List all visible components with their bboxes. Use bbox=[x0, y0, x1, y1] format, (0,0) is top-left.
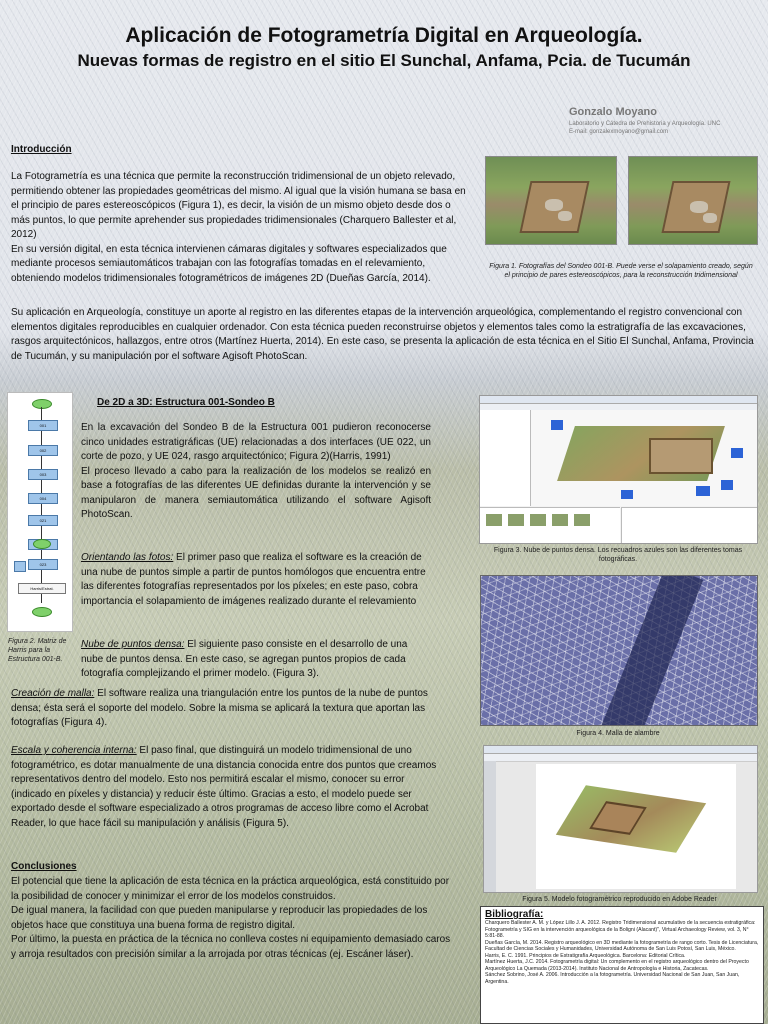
section-2-text bbox=[81, 421, 431, 523]
poster-subtitle: Nuevas formas de registro en el sitio El Sunchal, Anfama, Pcia. de Tucumán bbox=[77, 51, 691, 70]
rock bbox=[558, 211, 572, 221]
step-orientando-label: Orientando las fotos: bbox=[81, 552, 174, 563]
step-escala-label: Escala y coherencia interna: bbox=[11, 745, 137, 756]
rock bbox=[703, 213, 717, 223]
console-panel bbox=[621, 507, 758, 544]
step-escala-text: El paso final, que distinguirá un modelo tridimensional de uno fotogramétrico, es dotar manualmente de una distancia conocida entre dos puntos que creamos representativos dentro del modelo. Esto nos permitirá escalar el mismo, conocer su error (indicado en píxeles y distancia) y reducir éste último. Gracias a esto, el modelo puede ser exportado desde el software especializado a otros programas de acceso libre como el Acrobat Reader, lo que hace fácil su manipulación y análisis (Figura 5). bbox=[11, 745, 437, 829]
excavation-pit bbox=[649, 438, 713, 474]
camera-marker bbox=[621, 490, 633, 499]
figure-4-caption: Figura 4. Malla de alambre bbox=[576, 730, 660, 737]
harris-node: 004 bbox=[28, 493, 58, 504]
figure-3-software-screenshot bbox=[479, 395, 758, 544]
harris-node: Harris/Estrat. bbox=[18, 583, 66, 594]
model-viewport bbox=[531, 410, 757, 506]
harris-node: 023 bbox=[28, 559, 58, 570]
step-malla-text: El software realiza una triangulación entre los puntos de la nube de puntos densa; ésta será el soporte del modelo. Sobre la misma se aplicará la textura que aportan las fotografías (Figura 4). bbox=[11, 688, 428, 728]
figure-1-photo-right bbox=[628, 156, 758, 245]
photo-thumbnail bbox=[508, 514, 524, 526]
reader-page bbox=[536, 764, 736, 889]
harris-matrix-diagram bbox=[7, 392, 73, 632]
rock bbox=[545, 199, 563, 211]
conclusions-paragraph-1: El potencial que tiene la aplicación de esta técnica en la práctica arqueológica, está constituido por la posibilidad de conocer y minimizar el error de los modelos construidos. bbox=[11, 876, 450, 902]
conclusions-text bbox=[11, 875, 451, 962]
bibliography-entry: Harris, E. C. 1991. Principios de Estratigrafía Arqueológica. Barcelona: Editorial Crítica. bbox=[485, 952, 686, 959]
step-malla bbox=[11, 687, 443, 731]
reader-toolbar bbox=[484, 754, 757, 762]
author-name: Gonzalo Moyano bbox=[569, 106, 657, 118]
poster-title: Aplicación de Fotogrametría Digital en Arqueología. bbox=[125, 24, 643, 47]
figure-2-caption: Figura 2. Matriz de Harris para la Estructura 001-B. bbox=[8, 638, 67, 663]
harris-end-node bbox=[32, 607, 52, 617]
photo-thumbnail bbox=[552, 514, 568, 526]
harris-node: 001 bbox=[28, 420, 58, 431]
section-2-paragraph-2: El proceso llevado a cabo para la realización de los modelos se realizó en base a fotografías de las diferentes UE definidas durante la intervención y se manipularon de manera semiautomática utilizando el software Agisoft PhotoScan. bbox=[81, 465, 431, 520]
figure-3-caption: Figura 3. Nube de puntos densa. Los recuadros azules son las diferentes tomas fotográficas. bbox=[493, 547, 743, 563]
bibliography-entry: Charquero Ballester A. M. y López Lillo J. A. 2012. Registro Tridimensional acumulativo de la secuencia estratigráfica: Fotogrametría y SIG en la intervención arqueológica de la Boligni (Alacant)", Virtual Archaeology Review, vol. 3, N° 5:81-88. bbox=[485, 920, 756, 939]
bibliography-entry: Martínez Huerta, J.C. 2014. Fotogrametría digital: Un complemento en el registro arqueológico dentro del Proyecto Arqueológico La Quemada (2013-2014). Instituto Nacional de Antropología e Historia, Zacatecas. bbox=[485, 959, 749, 972]
intro-text bbox=[11, 170, 469, 286]
step-malla-label: Creación de malla: bbox=[11, 688, 95, 699]
author-email: E-mail: gonzalexmoyano@gmail.com bbox=[569, 129, 669, 135]
figure-5-reader-screenshot bbox=[483, 745, 758, 893]
camera-marker bbox=[731, 448, 743, 458]
intro-heading: Introducción bbox=[11, 144, 72, 155]
camera-marker bbox=[721, 480, 733, 490]
camera-marker bbox=[696, 486, 710, 496]
conclusions-paragraph-3: Por último, la puesta en práctica de la técnica no conlleva costes ni equipamiento demasiado caros y arroja resultados con precisión similar a la arrojada por otras técnicas (ej. Escáner láser). bbox=[11, 934, 451, 960]
section-2-paragraph-1: En la excavación del Sondeo B de la Estructura 001 pudieron reconocerse cinco unidades estratigráficas (UE) relacionadas a dos interfaces (UE 022, un corte de pozo, y UE 024, rasgo arquitectónico; Figura 2)(Harris, 1991) bbox=[81, 422, 431, 462]
figure-1-caption: Figura 1. Fotografías del Sondeo 001-B. Puede verse el solapamiento creado, según el principio de pares estereoscópicos, para la reconstrucción tridimensional bbox=[489, 263, 753, 279]
figure-1-photo-left bbox=[485, 156, 617, 245]
figure-4-wireframe-mesh bbox=[480, 575, 758, 726]
step-orientando bbox=[81, 551, 431, 609]
photo-thumbnail bbox=[574, 514, 590, 526]
workspace-panel bbox=[480, 410, 531, 506]
intro-paragraph-2: En su versión digital, en esta técnica intervienen cámaras digitales y softwares especializados que mediante procesos semiautomáticos trabajan con las fotografías tomadas en el relevamiento, obteniendo modelos tridimensionales fotogramétricos de imágenes 2D (Dueñas García, 2014). bbox=[11, 243, 447, 284]
figure-5-caption: Figura 5. Modelo fotogramétrico reproducido en Adobe Reader bbox=[522, 896, 717, 903]
bibliography-title: Bibliografía: bbox=[485, 909, 544, 920]
reader-title-bar bbox=[484, 746, 757, 754]
harris-node-side bbox=[14, 561, 26, 572]
conclusions-paragraph-2: De igual manera, la facilidad con que pueden manipularse y reproducir las propiedades de los objetos hace que constituya una buena forma de registro digital. bbox=[11, 905, 428, 931]
intro-paragraph-1: La Fotogrametría es una técnica que permite la reconstrucción tridimensional de un objeto relevado, permitiendo obtener las propiedades geométricas del mismo. Al igual que la visión humana se basa en el principio de pares estereoscópicos (Figura 1), es decir, la visión de un mismo objeto desde dos o más puntos, lo que permite aprehender sus propiedades tridimensionales (Charquero Ballester et al, 2012) bbox=[11, 171, 466, 240]
step-nube-densa-label: Nube de puntos densa: bbox=[81, 639, 185, 650]
step-escala bbox=[11, 744, 443, 831]
intro-paragraph-3: Su aplicación en Arqueología, constituye un aporte al registro en las diferentes etapas de la intervención arqueológica, complementando el registro convencional con elementos digitales reproducibles en cualquier ordenador. Con esta técnica pueden reconstruirse objetos y elementos tales como la estratigrafía de las excavaciones, rasgos arquitectónicos, hallazgos, entre otros (Martínez Huerta, 2014). En este caso, se presenta la aplicación de esta técnica en el Sitio El Sunchal, Anfama, Provincia de Tucumán, y su manipulación por el software Agisoft PhotoScan. bbox=[11, 307, 754, 362]
harris-connector bbox=[41, 407, 42, 603]
bibliography-entry: Sánchez Sobrino, José A. 2006. Introducción a la fotogrametría. Universidad Nacional de San Juan, San Juan, Argentina. bbox=[485, 972, 740, 985]
photos-panel bbox=[480, 507, 620, 544]
app-menu-bar bbox=[480, 396, 757, 404]
conclusions-heading: Conclusiones bbox=[11, 861, 77, 872]
photo-thumbnail bbox=[486, 514, 502, 526]
harris-node: 021 bbox=[28, 515, 58, 526]
bibliography-box bbox=[480, 906, 764, 1024]
mesh-trench bbox=[599, 575, 704, 726]
reader-sidebar bbox=[484, 761, 496, 892]
harris-node: 003 bbox=[28, 469, 58, 480]
harris-node: 002 bbox=[28, 445, 58, 456]
rock bbox=[690, 201, 708, 213]
section-2-heading: De 2D a 3D: Estructura 001-Sondeo B bbox=[97, 397, 275, 408]
affiliation-text: Laboratorio y Cátedra de Prehistoria y Arqueología. UNC bbox=[569, 121, 721, 127]
camera-marker bbox=[551, 420, 563, 430]
photo-thumbnail bbox=[530, 514, 546, 526]
step-orientando-text: El primer paso que realiza el software es la creación de una nube de puntos simple a partir de puntos homólogos que encuentra entre las diferentes fotografías representados por los píxeles; en este paso, cobra importancia el solapamiento de imágenes realizado durante el relevamiento bbox=[81, 552, 426, 607]
step-nube-densa bbox=[81, 638, 431, 682]
step-nube-densa-text: El siguiente paso consiste en el desarrollo de una nube de puntos densa. En este caso, se agregan puntos propios de cada fotografía complejizando el primer modelo. (Figura 3). bbox=[81, 639, 408, 679]
bibliography-entry: Dueñas García, M. 2014. Registro arqueológico en 3D mediante la fotogrametría de rango corto. Tesis de Licenciatura, Facultad de Ciencias Sociales y Humanidades, Universidad Autónoma de San Luis Potosí, San Luis, México. bbox=[485, 939, 759, 952]
author-affiliation bbox=[569, 120, 759, 136]
harris-start-node bbox=[32, 399, 52, 409]
harris-interface-node bbox=[33, 539, 51, 549]
